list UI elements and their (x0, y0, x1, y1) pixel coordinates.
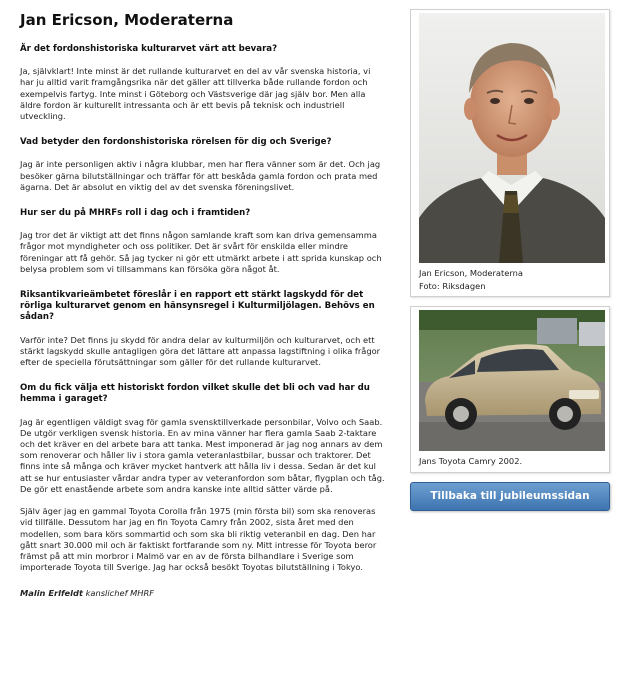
question: Är det fordonshistoriska kulturarvet värt att bevara? (20, 44, 278, 54)
answer: Jag tror det är viktigt att det finns någon samlande kraft som kan driva gemensamma frågor mot myndigheter och oss politiker. Det är svårt för enskilda eller mindre föreningar att få gehör. Så jag tycker ni gör ett utmärkt arbete i att sprida kunskap och belysa problem som vi tillsammans kan försöka göra något åt. (20, 230, 382, 274)
car-card (410, 306, 610, 473)
portrait-caption-name: Jan Ericson, Moderaterna (419, 268, 523, 278)
qa-block (20, 44, 386, 122)
answer: Jag är inte personligen aktiv i några klubbar, men har flera vänner som är det. Och jag besöker gärna bilutställningar och träffar för att beskåda gamla fordon och prata med ägarna. Det är absolut en viktig del av det svenska föreningslivet. (20, 159, 381, 192)
answer: Ja, självklart! Inte minst är det rullande kulturarvet en del av vår svenska historia, vi har ju alltid varit framgångsrika när det gäller att tillverka både rullande fordon och exempelvis fartyg. Inte minst i Göteborg och Västsverige där jag själv bor. Men alla äldre fordon är kulturellt intressanta och är ett bevis på teknisk och industriell utveckling. (20, 66, 371, 122)
question: Om du fick välja ett historiskt fordon vilket skulle det bli och vad har du hemma i garaget? (20, 383, 370, 405)
back-to-jubilee-button[interactable]: Tillbaka till jubileumssidan (410, 482, 610, 511)
signature-role: kanslichef MHRF (85, 588, 155, 599)
qa-block (20, 383, 386, 573)
question: Vad betyder den fordonshistoriska rörelsen för dig och Sverige? (20, 137, 332, 148)
answer: Själv äger jag en gammal Toyota Corolla från 1975 (min första bil) som ska renoveras vid tillfälle. Dessutom har jag en fin Toyota Camry från 2002, sista året med den modellen, som bara körs sommartid och som ska bli riktig veteranbil en dag. Den har gått snart 30.000 mil och är faktiskt fortfarande som ny. Mitt intresse för Toyota beror främst på att min morbror i Malmö var en av de första bilhandlare i Sverige som importerade Toyota till Sverige. Jag har också besökt Toyotas bilutställning i Tokyo. (20, 506, 377, 573)
article-title: Jan Ericson, Moderaterna (20, 11, 234, 29)
answer: Jag är egentligen väldigt svag för gamla svensktillverkade personbilar, Volvo och Saab. De utgör verkligen svensk historia. En av mina vänner har flera gamla Saab 2-taktare och det kräver en del arbete bara att tanka. Mest imponerad är jag nog annars av dem som renoverar och håller liv i stora gamla veteranlastbilar, bussar och traktorer. Det finns inte så många och kräver mycket hantverk att hålla liv i dessa. Sedan är det kul att se hur entusiaster vårdar andra typer av veteranfordon som båtar, flygplan och tåg. De gör ett enastående arbete som andra kanske inte alltid sätter värde på. (20, 416, 385, 494)
portrait-card (410, 9, 610, 297)
signature (20, 588, 386, 599)
portrait-caption-credit: Foto: Riksdagen (419, 280, 486, 291)
qa-block (20, 290, 386, 368)
portrait-photo (419, 13, 605, 263)
question: Riksantikvarieämbetet föreslår i en rapport ett stärkt lagskydd för det rörliga kulturarvet genom en hänsynsregel i Kulturmiljölagen. Behövs en sådan? (20, 290, 375, 323)
article (20, 8, 386, 599)
qa-block (20, 137, 386, 193)
portrait-image (419, 13, 605, 263)
signature-name: Malin Erlfeldt (20, 588, 83, 599)
qa-block (20, 208, 386, 275)
answer: Varför inte? Det finns ju skydd för andra delar av kulturmiljön och kulturarvet, och ett stärkt lagskydd skulle antagligen göra det lättare att anpassa lagstiftning i olika frågor efter de speciella förutsättningar som gäller för det rullande kulturarvet. (20, 334, 381, 368)
car-image (419, 310, 605, 451)
sidebar (410, 9, 610, 511)
car-photo (419, 310, 605, 451)
question: Hur ser du på MHRFs roll i dag och i framtiden? (20, 208, 251, 219)
car-caption: Jans Toyota Camry 2002. (419, 456, 523, 466)
